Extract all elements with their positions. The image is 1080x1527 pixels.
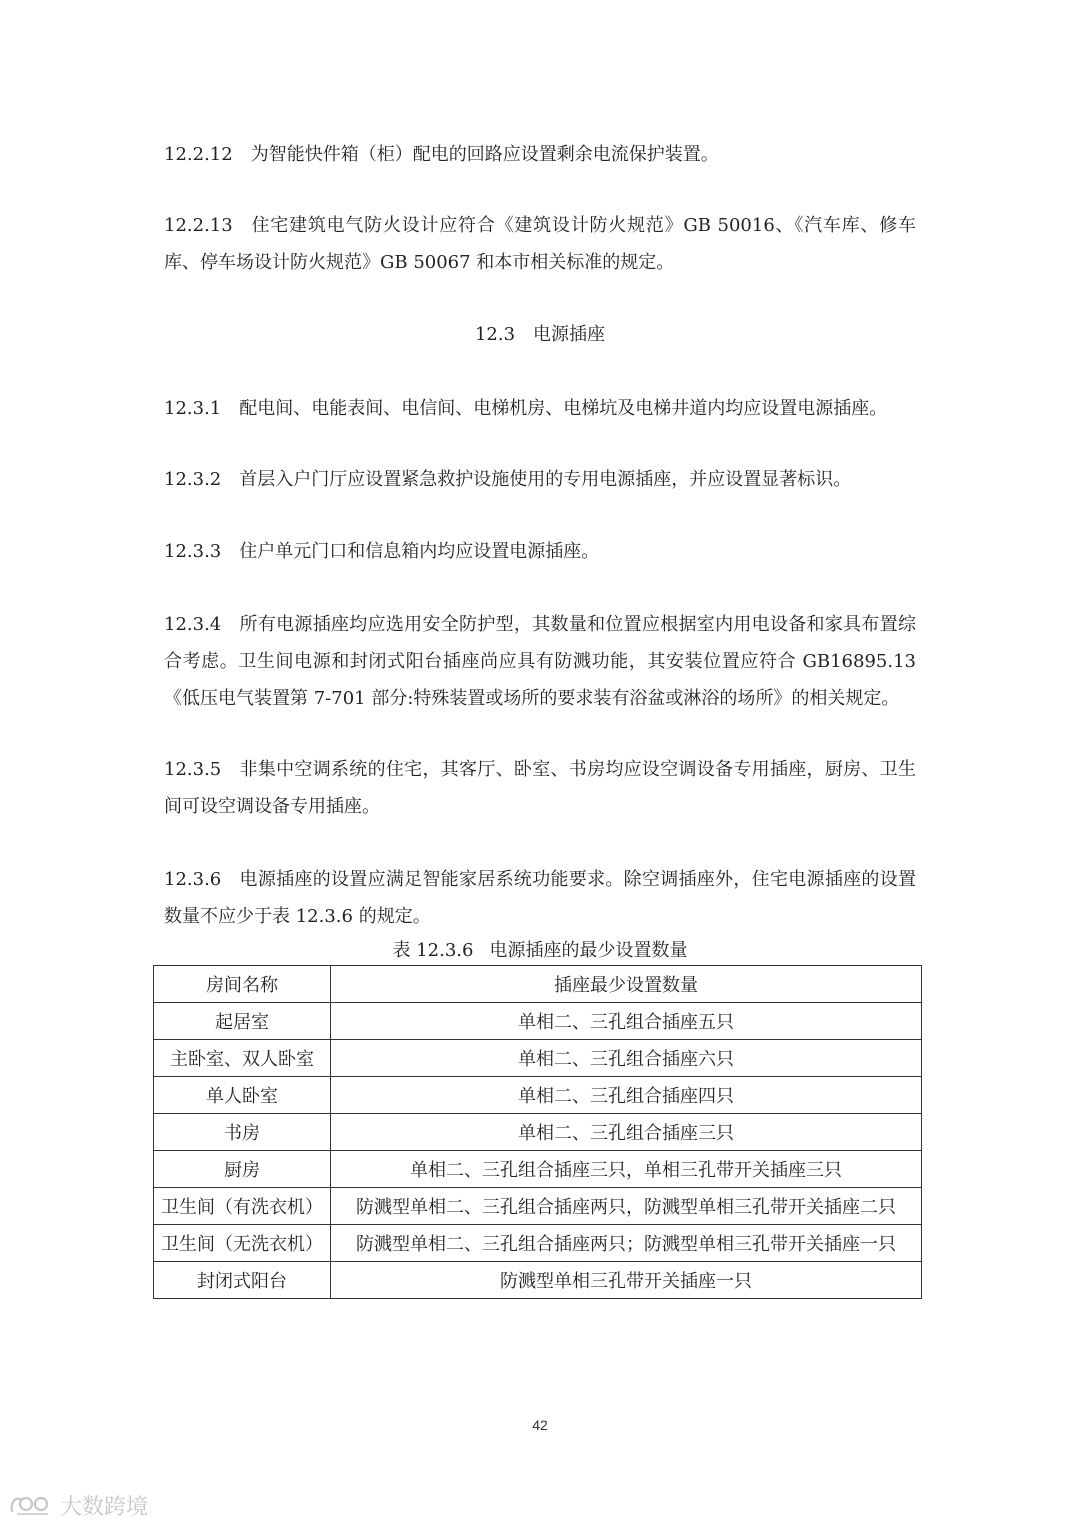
header-room-name: 房间名称 bbox=[154, 966, 331, 1003]
socket-quantity-cell: 单相二、三孔组合插座五只 bbox=[331, 1003, 922, 1040]
clause-text: 住户单元门口和信息箱内均应设置电源插座。 bbox=[239, 541, 600, 562]
table-row bbox=[154, 1151, 922, 1188]
clause-12-3-1 bbox=[164, 390, 916, 427]
table-row bbox=[154, 1225, 922, 1262]
clause-number: 12.2.13 bbox=[164, 215, 233, 236]
clause-number: 12.3.6 bbox=[164, 869, 222, 890]
clause-text: 配电间、电能表间、电信间、电梯机房、电梯坑及电梯井道内均应设置电源插座。 bbox=[239, 398, 888, 419]
table-header-row bbox=[154, 966, 922, 1003]
room-name-cell: 书房 bbox=[154, 1114, 331, 1151]
watermark-logo-icon bbox=[8, 1492, 54, 1518]
table-row bbox=[154, 1262, 922, 1299]
clause-12-3-3 bbox=[164, 533, 916, 570]
socket-quantity-cell: 防溅型单相二、三孔组合插座两只；防溅型单相三孔带开关插座一只 bbox=[331, 1225, 922, 1262]
table-row bbox=[154, 1114, 922, 1151]
clause-12-2-12 bbox=[164, 136, 916, 173]
socket-quantity-cell: 防溅型单相三孔带开关插座一只 bbox=[331, 1262, 922, 1299]
clause-12-3-5 bbox=[164, 751, 916, 825]
socket-quantity-cell: 单相二、三孔组合插座四只 bbox=[331, 1077, 922, 1114]
room-name-cell: 单人卧室 bbox=[154, 1077, 331, 1114]
table-number: 表 12.3.6 bbox=[392, 940, 474, 961]
socket-quantity-cell: 单相二、三孔组合插座三只，单相三孔带开关插座三只 bbox=[331, 1151, 922, 1188]
clause-number: 12.3.3 bbox=[164, 541, 222, 562]
table-caption bbox=[0, 938, 1080, 964]
socket-quantity-table bbox=[153, 965, 922, 1299]
section-number: 12.3 bbox=[474, 324, 516, 345]
clause-12-3-2 bbox=[164, 461, 916, 498]
clause-text: 为智能快件箱（柜）配电的回路应设置剩余电流保护装置。 bbox=[250, 144, 719, 165]
clause-text: 非集中空调系统的住宅，其客厅、卧室、书房均应设空调设备专用插座，厨房、卫生间可设空调设备专用插座。 bbox=[164, 759, 916, 817]
clause-number: 12.2.12 bbox=[164, 144, 233, 165]
clause-12-2-13 bbox=[164, 207, 916, 281]
table-row bbox=[154, 1077, 922, 1114]
clause-number: 12.3.5 bbox=[164, 759, 222, 780]
page-number: 42 bbox=[532, 1417, 548, 1433]
clause-12-3-4 bbox=[164, 606, 916, 717]
watermark bbox=[8, 1490, 148, 1520]
socket-quantity-cell: 防溅型单相二、三孔组合插座两只，防溅型单相三孔带开关插座二只 bbox=[331, 1188, 922, 1225]
clause-text: 所有电源插座均应选用安全防护型，其数量和位置应根据室内用电设备和家具布置综合考虑。卫生间电源和封闭式阳台插座尚应具有防溅功能，其安装位置应符合 GB16895.13《低压电气装置第 7-701 部分:特殊装置或场所的要求装有浴盆或淋浴的场所》的相关规定。 bbox=[164, 614, 916, 709]
table-row bbox=[154, 1188, 922, 1225]
socket-quantity-cell: 单相二、三孔组合插座三只 bbox=[331, 1114, 922, 1151]
room-name-cell: 起居室 bbox=[154, 1003, 331, 1040]
room-name-cell: 卫生间（有洗衣机） bbox=[154, 1188, 331, 1225]
clause-text: 首层入户门厅应设置紧急救护设施使用的专用电源插座，并应设置显著标识。 bbox=[239, 469, 852, 490]
room-name-cell: 封闭式阳台 bbox=[154, 1262, 331, 1299]
watermark-text: 大数跨境 bbox=[60, 1494, 149, 1520]
socket-quantity-cell: 单相二、三孔组合插座六只 bbox=[331, 1040, 922, 1077]
clause-text: 电源插座的设置应满足智能家居系统功能要求。除空调插座外，住宅电源插座的设置数量不应少于表 12.3.6 的规定。 bbox=[164, 869, 916, 927]
room-name-cell: 卫生间（无洗衣机） bbox=[154, 1225, 331, 1262]
room-name-cell: 主卧室、双人卧室 bbox=[154, 1040, 331, 1077]
room-name-cell: 厨房 bbox=[154, 1151, 331, 1188]
section-heading bbox=[0, 320, 1080, 350]
clause-text: 住宅建筑电气防火设计应符合《建筑设计防火规范》GB 50016、《汽车库、修车库、停车场设计防火规范》GB 50067 和本市相关标准的规定。 bbox=[164, 215, 916, 273]
section-title-text: 电源插座 bbox=[533, 324, 606, 345]
clause-number: 12.3.2 bbox=[164, 469, 222, 490]
clause-12-3-6 bbox=[164, 861, 916, 935]
table-row bbox=[154, 1003, 922, 1040]
table-title: 电源插座的最少设置数量 bbox=[489, 940, 688, 961]
table-row bbox=[154, 1040, 922, 1077]
clause-number: 12.3.4 bbox=[164, 614, 222, 635]
clause-number: 12.3.1 bbox=[164, 398, 222, 419]
header-socket-quantity: 插座最少设置数量 bbox=[331, 966, 922, 1003]
